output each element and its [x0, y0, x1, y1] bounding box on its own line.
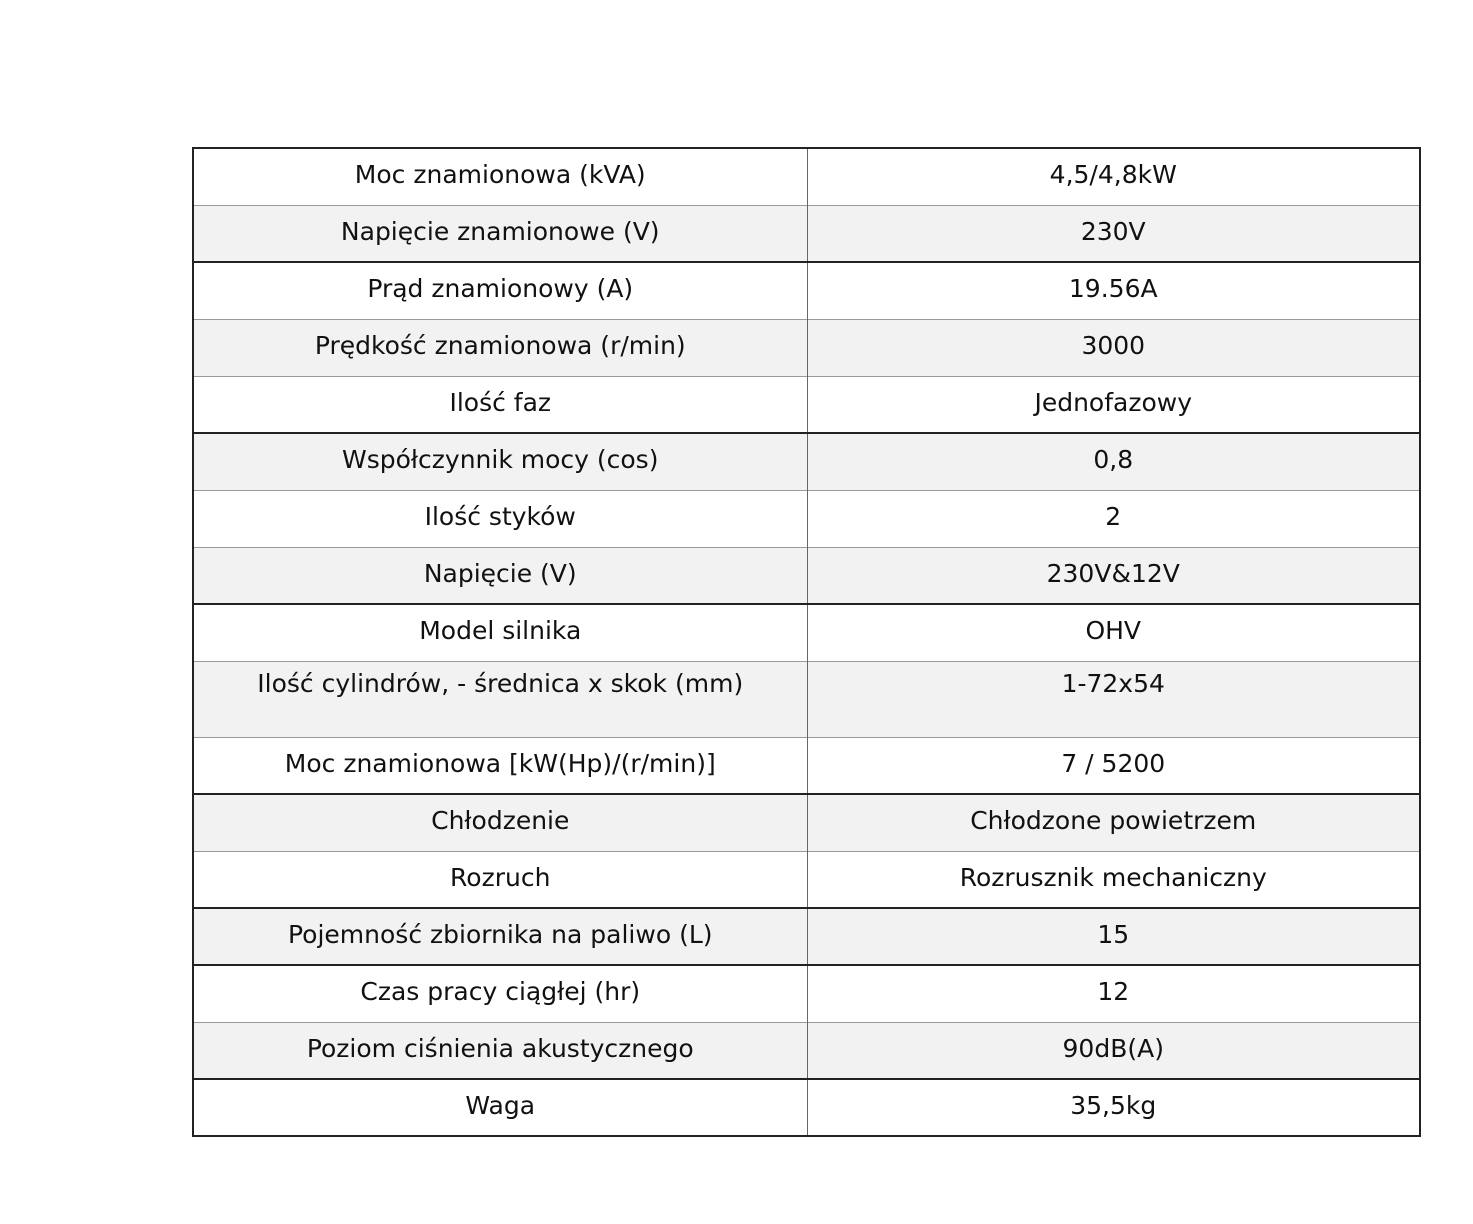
spec-value: Rozrusznik mechaniczny — [807, 851, 1420, 908]
table-row — [193, 262, 1420, 319]
table-row — [193, 908, 1420, 965]
spec-label: Napięcie (V) — [193, 547, 807, 604]
spec-label: Moc znamionowa (kVA) — [193, 148, 807, 205]
spec-value: 3000 — [807, 319, 1420, 376]
table-row — [193, 433, 1420, 490]
spec-label: Ilość faz — [193, 376, 807, 433]
table-row — [193, 205, 1420, 262]
spec-label: Współczynnik mocy (cos) — [193, 433, 807, 490]
spec-label: Rozruch — [193, 851, 807, 908]
table-row — [193, 376, 1420, 433]
spec-value: 7 / 5200 — [807, 737, 1420, 794]
table-row — [193, 547, 1420, 604]
spec-table — [192, 147, 1421, 1137]
table-row — [193, 965, 1420, 1022]
table-row — [193, 661, 1420, 737]
table-row — [193, 794, 1420, 851]
spec-label: Chłodzenie — [193, 794, 807, 851]
spec-value: 15 — [807, 908, 1420, 965]
table-row — [193, 1079, 1420, 1136]
spec-label: Czas pracy ciągłej (hr) — [193, 965, 807, 1022]
table-row — [193, 737, 1420, 794]
table-row — [193, 604, 1420, 661]
spec-value: Chłodzone powietrzem — [807, 794, 1420, 851]
table-row — [193, 1022, 1420, 1079]
spec-value: 19.56A — [807, 262, 1420, 319]
spec-label: Prędkość znamionowa (r/min) — [193, 319, 807, 376]
spec-value: 230V — [807, 205, 1420, 262]
spec-label: Napięcie znamionowe (V) — [193, 205, 807, 262]
table-row — [193, 319, 1420, 376]
spec-value: 230V&12V — [807, 547, 1420, 604]
spec-value: 4,5/4,8kW — [807, 148, 1420, 205]
table-row — [193, 851, 1420, 908]
table-row — [193, 490, 1420, 547]
spec-label: Moc znamionowa [kW(Hp)/(r/min)] — [193, 737, 807, 794]
spec-value: 0,8 — [807, 433, 1420, 490]
table-row — [193, 148, 1420, 205]
spec-value: 2 — [807, 490, 1420, 547]
spec-value: OHV — [807, 604, 1420, 661]
spec-value: 35,5kg — [807, 1079, 1420, 1136]
spec-label: Ilość styków — [193, 490, 807, 547]
spec-label: Waga — [193, 1079, 807, 1136]
spec-value: 12 — [807, 965, 1420, 1022]
spec-label: Pojemność zbiornika na paliwo (L) — [193, 908, 807, 965]
spec-value: 1-72x54 — [807, 661, 1420, 737]
spec-label: Model silnika — [193, 604, 807, 661]
spec-label: Prąd znamionowy (A) — [193, 262, 807, 319]
spec-label: Poziom ciśnienia akustycznego — [193, 1022, 807, 1079]
spec-value: 90dB(A) — [807, 1022, 1420, 1079]
spec-value: Jednofazowy — [807, 376, 1420, 433]
spec-label: Ilość cylindrów, - średnica x skok (mm) — [193, 661, 807, 737]
